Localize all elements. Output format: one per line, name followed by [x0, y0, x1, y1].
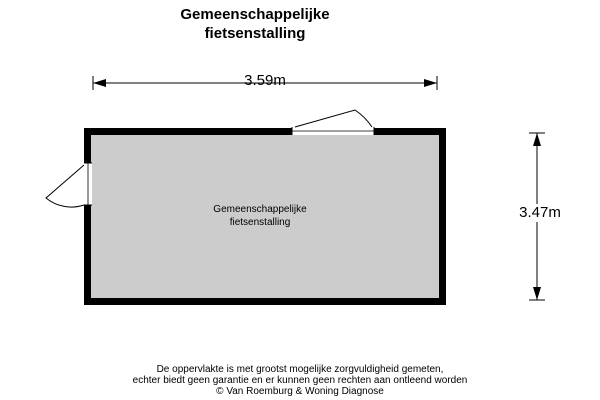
width-dimension-label: 3.59m [244, 72, 286, 89]
disclaimer-line2: echter biedt geen garantie en er kunnen geen rechten aan ontleend worden [132, 375, 468, 386]
arrow-left-icon [93, 79, 106, 87]
arrow-down-icon [533, 287, 541, 300]
room-label-line1: Gemeenschappelijke [213, 204, 307, 215]
height-dimension-label: 3.47m [495, 204, 585, 222]
room-label [160, 203, 360, 229]
top-door [292, 110, 374, 135]
disclaimer [30, 364, 570, 397]
arrow-right-icon [424, 79, 437, 87]
plan-title-line2: fietsenstalling [204, 25, 306, 42]
left-door [46, 163, 92, 207]
room-label-line2: fietsenstalling [229, 217, 291, 228]
plan-title-line1: Gemeenschappelijke [180, 6, 330, 23]
copyright-line: © Van Roemburg & Woning Diagnose [216, 386, 384, 397]
arrow-up-icon [533, 133, 541, 146]
disclaimer-line1: De oppervlakte is met grootst mogelijke zorgvuldigheid gemeten, [156, 364, 444, 375]
